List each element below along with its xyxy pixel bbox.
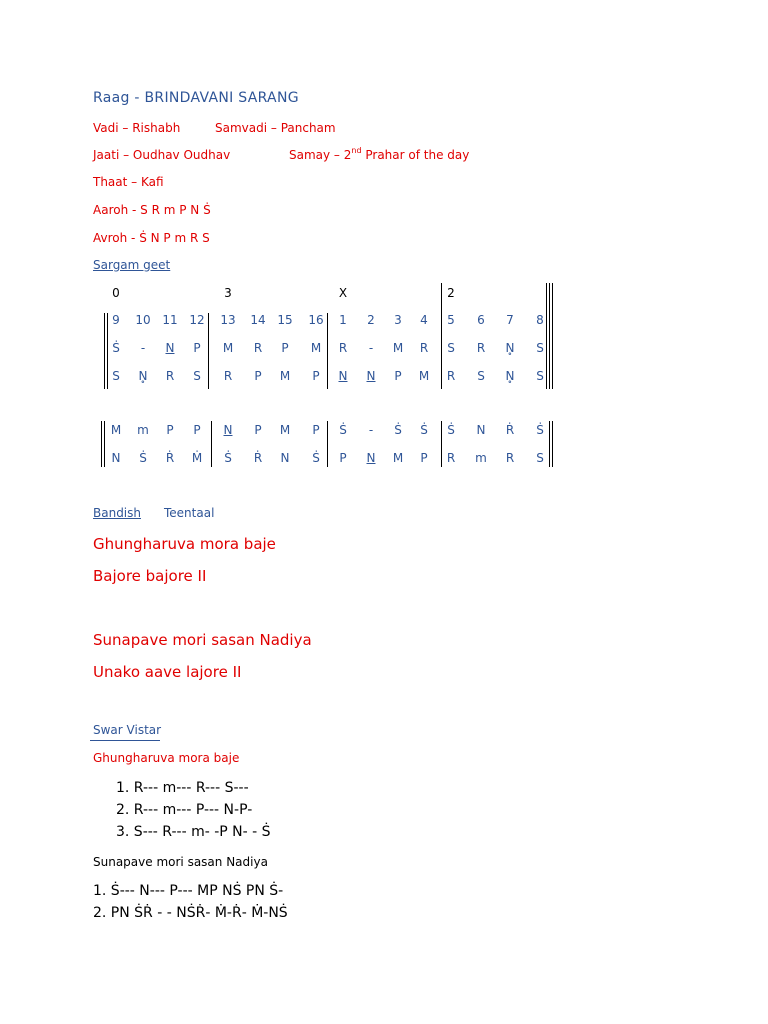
bar-line: [327, 421, 328, 467]
swar-vistar-sub-1: Ghungharuva mora baje: [93, 751, 240, 765]
note-cell: Ṡ: [447, 423, 455, 437]
beat-number: 1: [339, 313, 347, 327]
note-cell: S: [193, 369, 201, 383]
note-cell: -: [140, 341, 146, 355]
note-cell: S: [536, 369, 544, 383]
note-cell: R: [446, 451, 456, 465]
note-cell: Ṡ: [224, 451, 232, 465]
taal-mark: 0: [112, 286, 120, 300]
beat-number: 5: [447, 313, 455, 327]
note-cell: M: [310, 341, 322, 355]
note-cell: M: [392, 451, 404, 465]
note-cell: m: [137, 423, 149, 437]
note-cell: R: [253, 341, 263, 355]
beat-number: 14: [250, 313, 266, 327]
bar-line: [107, 313, 108, 389]
bar-line: [208, 313, 209, 389]
swar-vistar-heading: Swar Vistar: [93, 723, 162, 737]
note-cell: M: [392, 341, 404, 355]
bandish-heading: Bandish: [93, 506, 141, 520]
beat-number: 11: [162, 313, 178, 327]
note-cell: N: [338, 369, 348, 383]
note-cell: S: [112, 369, 120, 383]
note-cell: P: [420, 451, 428, 465]
bar-line: [104, 421, 105, 467]
vistar-1-item-3: 3. S--- R--- m- -P N- - Ṡ: [116, 824, 271, 840]
note-cell: N: [165, 341, 175, 355]
beat-number: 16: [308, 313, 324, 327]
bar-line: [101, 421, 102, 467]
note-cell: M: [110, 423, 122, 437]
note-cell: N: [476, 423, 486, 437]
taal-mark: 3: [224, 286, 232, 300]
note-cell: P: [339, 451, 347, 465]
note-cell: M: [279, 423, 291, 437]
bar-line: [546, 283, 547, 389]
aaroh-text: Aaroh - S R m P N Ṡ: [93, 203, 211, 217]
sargam-heading: Sargam geet: [93, 258, 171, 272]
vistar-1-item-2: 2. R--- m--- P--- N-P-: [116, 802, 253, 818]
note-cell: Ṡ: [394, 423, 402, 437]
note-cell: R: [476, 341, 486, 355]
bandish-line-1: Ghungharuva mora baje: [93, 535, 276, 553]
note-cell: P: [254, 423, 262, 437]
vadi-text: Vadi – Rishabh: [93, 121, 181, 135]
note-cell: Ṙ: [165, 451, 175, 465]
taal-mark: 2: [447, 286, 455, 300]
jaati-text: Jaati – Oudhav Oudhav: [93, 148, 231, 162]
note-cell: R: [419, 341, 429, 355]
note-cell: N: [280, 451, 290, 465]
note-cell: Ṙ: [505, 423, 515, 437]
bandish-line-4: Unako aave lajore II: [93, 663, 242, 681]
note-cell: R: [505, 451, 515, 465]
beat-number: 6: [477, 313, 485, 327]
note-cell: N̥: [505, 341, 515, 355]
taal-mark: X: [338, 286, 348, 300]
note-cell: R: [165, 369, 175, 383]
note-cell: Ṡ: [312, 451, 320, 465]
beat-number: 12: [189, 313, 205, 327]
bar-line: [552, 421, 553, 467]
raag-title: Raag - BRINDAVANI SARANG: [93, 90, 299, 106]
beat-number: 4: [420, 313, 428, 327]
beat-number: 9: [112, 313, 120, 327]
note-cell: P: [193, 423, 201, 437]
beat-number: 3: [394, 313, 402, 327]
bar-line: [441, 283, 442, 389]
note-cell: N̥: [138, 369, 148, 383]
note-cell: N: [111, 451, 121, 465]
bar-line: [549, 421, 550, 467]
samvadi-text: Samvadi – Pancham: [215, 121, 336, 135]
thaat-text: Thaat – Kafi: [93, 175, 164, 189]
bar-line: [104, 313, 105, 389]
vistar-1-item-1: 1. R--- m--- R--- S---: [116, 780, 249, 796]
note-cell: P: [166, 423, 174, 437]
note-cell: Ṡ: [139, 451, 147, 465]
note-cell: S: [447, 341, 455, 355]
note-cell: N̥: [505, 369, 515, 383]
note-cell: R: [338, 341, 348, 355]
note-cell: P: [193, 341, 201, 355]
note-cell: Ṡ: [112, 341, 120, 355]
beat-number: 10: [135, 313, 151, 327]
note-cell: Ṙ: [253, 451, 263, 465]
vistar-2-item-1: 1. Ṡ--- N--- P--- MP NṠ PN Ṡ-: [93, 883, 284, 899]
note-cell: P: [254, 369, 262, 383]
teentaal-label: Teentaal: [164, 506, 215, 520]
note-cell: Ṡ: [420, 423, 428, 437]
note-cell: M: [222, 341, 234, 355]
note-cell: Ṡ: [339, 423, 347, 437]
note-cell: R: [223, 369, 233, 383]
bandish-line-2: Bajore bajore II: [93, 567, 207, 585]
bar-line: [211, 421, 212, 467]
note-cell: S: [536, 451, 544, 465]
beat-number: 2: [367, 313, 375, 327]
note-cell: m: [475, 451, 487, 465]
note-cell: S: [477, 369, 485, 383]
vistar-2-item-2: 2. PN ṠṘ - - NṠṘ- Ṁ-Ṙ- Ṁ-NṠ: [93, 905, 288, 921]
bar-line: [549, 283, 550, 389]
swar-vistar-underline: [90, 740, 160, 741]
samay-text: Samay – 2nd Prahar of the day: [289, 146, 470, 162]
note-cell: P: [394, 369, 402, 383]
beat-number: 13: [220, 313, 236, 327]
note-cell: N: [223, 423, 233, 437]
note-cell: P: [312, 423, 320, 437]
note-cell: N: [366, 369, 376, 383]
note-cell: M: [418, 369, 430, 383]
note-cell: S: [536, 341, 544, 355]
beat-number: 15: [277, 313, 293, 327]
bar-line: [552, 283, 553, 389]
swar-vistar-sub-2: Sunapave mori sasan Nadiya: [93, 855, 268, 869]
bandish-line-3: Sunapave mori sasan Nadiya: [93, 631, 312, 649]
note-cell: P: [281, 341, 289, 355]
note-cell: N: [366, 451, 376, 465]
note-cell: M: [279, 369, 291, 383]
bar-line: [327, 313, 328, 389]
note-cell: Ṡ: [536, 423, 544, 437]
note-cell: Ṁ: [191, 451, 203, 465]
note-cell: -: [368, 423, 374, 437]
beat-number: 7: [506, 313, 514, 327]
avroh-text: Avroh - Ṡ N P m R S: [93, 231, 210, 245]
note-cell: R: [446, 369, 456, 383]
bar-line: [441, 421, 442, 467]
beat-number: 8: [536, 313, 544, 327]
note-cell: P: [312, 369, 320, 383]
note-cell: -: [368, 341, 374, 355]
